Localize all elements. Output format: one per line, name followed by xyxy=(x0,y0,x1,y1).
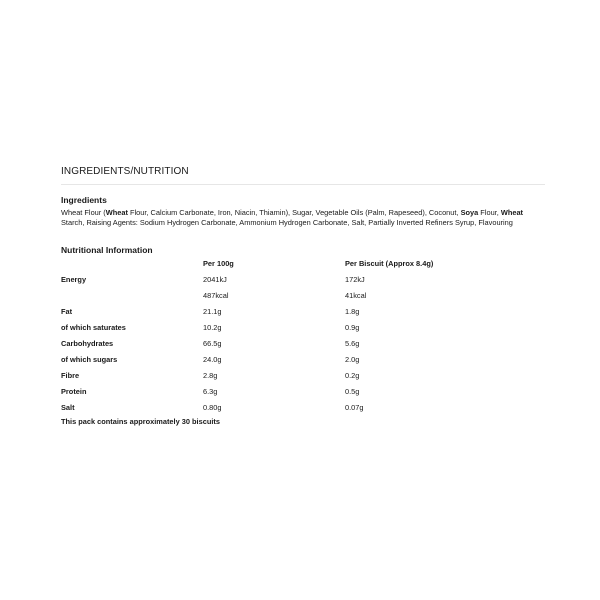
allergen-highlight: Wheat xyxy=(105,208,128,217)
allergen-highlight: Soya xyxy=(460,208,479,217)
nutrient-label: of which sugars xyxy=(61,355,118,364)
section-divider xyxy=(61,184,545,185)
nutrition-table xyxy=(61,256,535,416)
nutrient-label: Energy xyxy=(61,275,87,284)
nutrient-label xyxy=(61,288,203,304)
nutrient-label: of which saturates xyxy=(61,323,126,332)
value-per-100g: 21.1g xyxy=(203,307,222,316)
value-per-biscuit: 0.07g xyxy=(345,403,364,412)
column-header-per-100g: Per 100g xyxy=(203,259,234,268)
table-row xyxy=(61,400,535,416)
table-row xyxy=(61,288,535,304)
value-per-biscuit: 41kcal xyxy=(345,291,367,300)
section-title: INGREDIENTS/NUTRITION xyxy=(61,166,189,177)
value-per-100g: 487kcal xyxy=(203,291,229,300)
table-row xyxy=(61,336,535,352)
value-per-biscuit: 0.5g xyxy=(345,387,360,396)
value-per-biscuit: 172kJ xyxy=(345,275,365,284)
nutrient-label: Fibre xyxy=(61,371,80,380)
table-row xyxy=(61,352,535,368)
table-row xyxy=(61,384,535,400)
nutrition-header-row xyxy=(61,256,535,272)
value-per-100g: 2041kJ xyxy=(203,275,227,284)
value-per-100g: 6.3g xyxy=(203,387,218,396)
ingredients-fragment: Flour, Calcium Carbonate, Iron, Niacin, Thiamin), Sugar, Vegetable Oils (Palm, Rapeseed), Coconut, xyxy=(127,208,461,217)
column-header-label xyxy=(61,256,203,272)
table-row xyxy=(61,368,535,384)
value-per-100g: 66.5g xyxy=(203,339,222,348)
ingredients-text xyxy=(61,208,545,228)
nutrient-label: Salt xyxy=(61,403,75,412)
value-per-100g: 10.2g xyxy=(203,323,222,332)
table-row xyxy=(61,320,535,336)
value-per-100g: 0.80g xyxy=(203,403,222,412)
ingredients-heading: Ingredients xyxy=(61,195,107,205)
nutrition-heading: Nutritional Information xyxy=(61,245,153,255)
ingredients-fragment: Flour, xyxy=(478,208,501,217)
value-per-biscuit: 0.9g xyxy=(345,323,360,332)
column-header-per-biscuit: Per Biscuit (Approx 8.4g) xyxy=(345,259,434,268)
ingredients-nutrition-panel xyxy=(61,166,545,427)
allergen-highlight: Wheat xyxy=(500,208,524,217)
nutrient-label: Protein xyxy=(61,387,87,396)
nutrient-label: Fat xyxy=(61,307,73,316)
value-per-biscuit: 1.8g xyxy=(345,307,360,316)
table-row xyxy=(61,304,535,320)
value-per-biscuit: 2.0g xyxy=(345,355,360,364)
ingredients-fragment: Wheat Flour ( xyxy=(61,208,106,217)
value-per-100g: 2.8g xyxy=(203,371,218,380)
table-row xyxy=(61,272,535,288)
value-per-biscuit: 0.2g xyxy=(345,371,360,380)
value-per-100g: 24.0g xyxy=(203,355,222,364)
nutrient-label: Carbohydrates xyxy=(61,339,114,348)
ingredients-fragment: Starch, Raising Agents: Sodium Hydrogen Carbonate, Ammonium Hydrogen Carbonate, Salt, Partially Inverted Refiners Syrup, Flavouring xyxy=(61,218,513,227)
pack-footnote: This pack contains approximately 30 biscuits xyxy=(61,417,220,426)
value-per-biscuit: 5.6g xyxy=(345,339,360,348)
